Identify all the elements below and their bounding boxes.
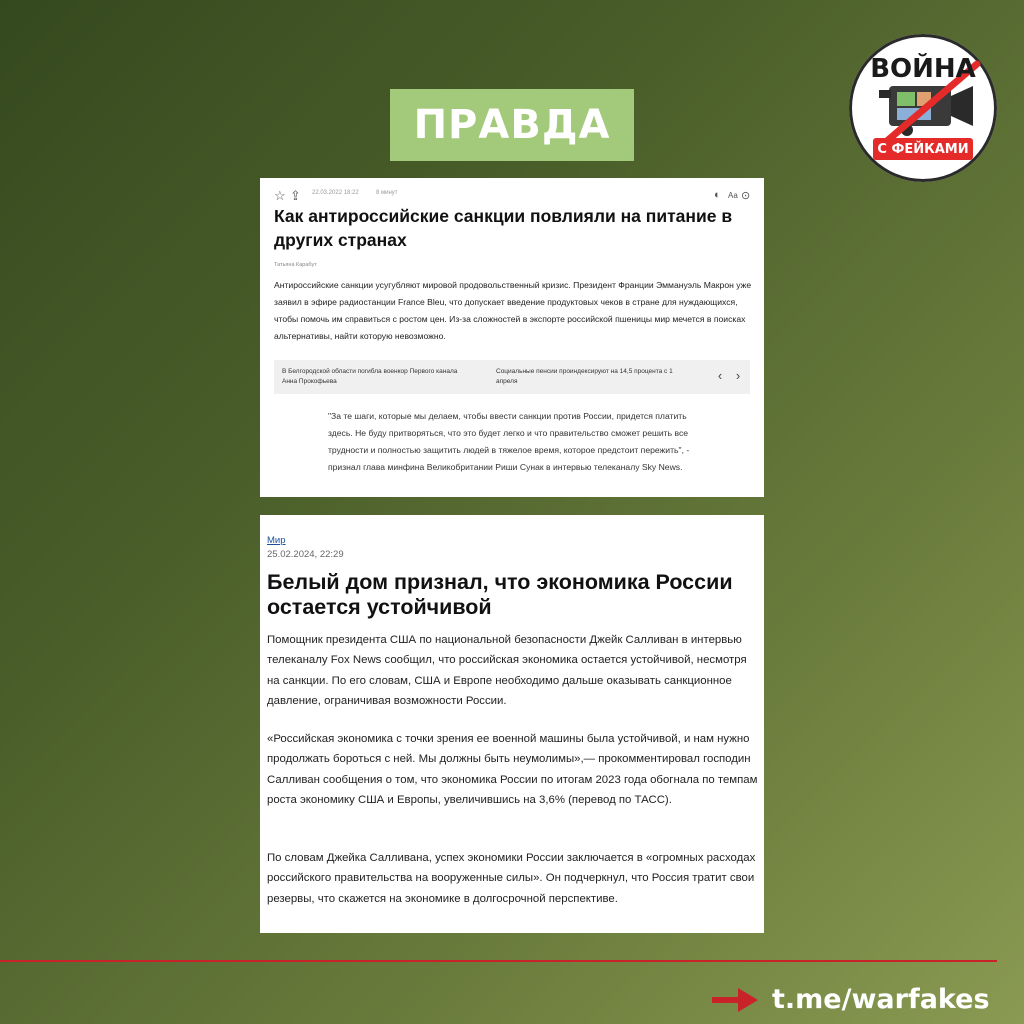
article-date: 22.03.2022 18:22 bbox=[312, 190, 359, 196]
article-paragraph-2: «Российская экономика с точки зрения ее военной машины была устойчивой, и нам нужно продолжать бороться с ней. Мы должны быть неумолимы»,— прокомментировал господин Салливан сообщения о том, что экономика России по итогам 2023 года обогнала по темпам роста экономику США и Европы, увеличившись на 3,6% (перевод по ТАСС). bbox=[267, 733, 758, 806]
read-time: 8 минут bbox=[376, 190, 398, 196]
settings-icon[interactable]: ⊙ bbox=[741, 190, 751, 202]
font-size-button[interactable]: Аа bbox=[728, 191, 738, 200]
voina-s-feikami-logo bbox=[849, 34, 997, 182]
article-quote: "За те шаги, которые мы делаем, чтобы ввести санкции против России, придется платить здесь. Не буду притворяться, что это будет легко и что правительство сможет решить все трудности и полностью защитить людей в тяжелое время, которое предстоит пережить", - признал глава минфина Великобритании Риши Сунак в интервью телеканалу Sky News. bbox=[328, 411, 690, 472]
related-news-carousel bbox=[274, 360, 750, 394]
section-link[interactable]: Мир bbox=[267, 535, 286, 546]
logo-bottom-text: С ФЕЙКАМИ bbox=[873, 138, 973, 160]
chevron-left-icon[interactable]: ‹ bbox=[717, 368, 723, 383]
article-toolbar bbox=[274, 190, 752, 202]
share-icon[interactable]: ⇪ bbox=[290, 188, 301, 203]
footer-divider bbox=[0, 960, 997, 962]
article-paragraph-1: Помощник президента США по национальной безопасности Джейк Салливан в интервью телеканалу Fox News сообщил, что российская экономика остается устойчивой, несмотря на санкции. По его словам, США и Европе необходимо дальше оказывать санкционное давление, ограничивая возможности России. bbox=[267, 634, 747, 707]
theme-icon[interactable]: ◐ bbox=[714, 189, 721, 201]
article-screenshot-1 bbox=[260, 178, 764, 497]
related-item-2[interactable]: Социальные пенсии проиндексируют на 14,5 процента с 1 апреля bbox=[496, 368, 673, 385]
article-title: Белый дом признал, что экономика России остается устойчивой bbox=[267, 570, 733, 619]
pravda-label: ПРАВДА bbox=[390, 89, 634, 161]
logo-top-text: ВОЙНА bbox=[870, 54, 976, 84]
article-title: Как антироссийские санкции повлияли на питание в других странах bbox=[274, 206, 733, 250]
article-paragraph-3: По словам Джейка Салливана, успех экономики России заключается в «огромных расходах российского правительства на вооруженные силы». Он подчеркнул, что Россия тратит свои резервы, что скажется на экономике в долгосрочной перспективе. bbox=[267, 852, 756, 905]
telegram-link[interactable]: t.me/warfakes bbox=[772, 984, 990, 1015]
article-date: 25.02.2024, 22:29 bbox=[267, 549, 344, 560]
star-icon[interactable]: ☆ bbox=[274, 188, 286, 203]
chevron-right-icon[interactable]: › bbox=[735, 368, 741, 383]
related-item-1[interactable]: В Белгородской области погибла военкор Первого канала Анна Прокофьева bbox=[282, 368, 458, 385]
article-lead: Антироссийские санкции усугубляют мировой продовольственный кризис. Президент Франции Эммануэль Макрон уже заявил в эфире радиостанции France Bleu, что допускает введение продуктовых чеков в стране для нуждающихся, чтобы помочь им справиться с ростом цен. Из-за сложностей в экспорте российской пшеницы мир мечется в поисках альтернативы, найти которую невозможно. bbox=[274, 280, 752, 341]
arrow-right-icon bbox=[712, 988, 758, 1012]
article-author[interactable]: Татьяна Карабут bbox=[274, 262, 317, 268]
article-screenshot-2 bbox=[260, 515, 764, 933]
